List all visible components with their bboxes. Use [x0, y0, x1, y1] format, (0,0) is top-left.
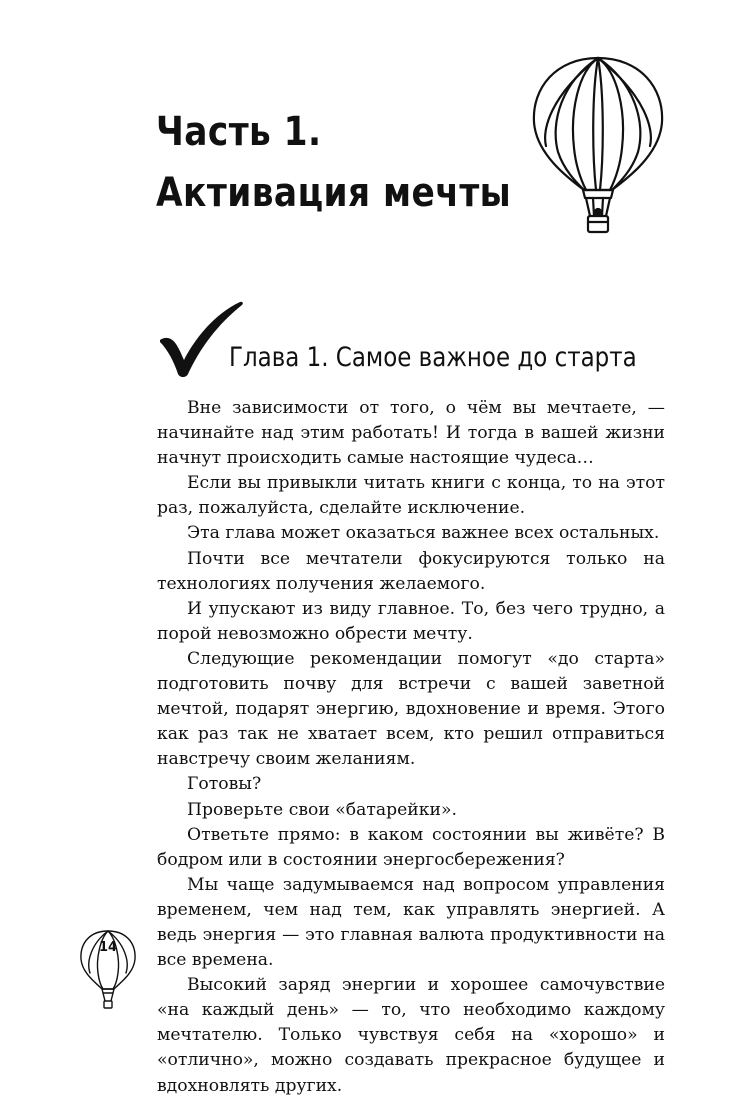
page-number: 14 — [98, 940, 118, 955]
part-title — [156, 102, 511, 224]
paragraph: Мы чаще задумываемся над вопросом управления временем, чем над тем, как управлять энергией. А ведь энергия — это главная валюта продуктивности на все времена. — [157, 874, 665, 971]
hot-air-balloon-icon — [528, 52, 668, 242]
paragraph: Если вы привыкли читать книги с конца, то на этот раз, пожалуйста, сделайте исключение. — [157, 473, 665, 519]
paragraph: Ответьте прямо: в каком состоянии вы живёте? В бодром или в состоянии энергосбережения? — [157, 824, 665, 870]
paragraph: Вне зависимости от того, о чём вы мечтаете, — начинайте над этим работать! И тогда в вашей жизни начнут происходить самые настоящие чудеса… — [157, 398, 665, 469]
chapter-title: Глава 1. Самое важное до старта — [229, 342, 637, 373]
paragraph: Проверьте свои «батарейки». — [187, 799, 457, 820]
paragraph: Эта глава может оказаться важнее всех остальных. — [187, 523, 660, 544]
paragraph: Почти все мечтатели фокусируются только на технологиях получения желаемого. — [157, 548, 665, 594]
paragraph: Следующие рекомендации помогут «до старта» подготовить почву для встречи с вашей заветной мечтой, подарят энергию, вдохновение и время. Этого как раз так не хватает всем, кто решил отправиться навстречу своим желаниям. — [157, 648, 665, 770]
part-number: Часть 1. — [156, 109, 322, 155]
paragraph: Высокий заряд энергии и хорошее самочувствие «на каждый день» — то, что необходимо каждому мечтателю. Только чувствуя себя на «хорошо» и «отлично», можно создавать прекрасное будущее и вдохновлять других. — [157, 975, 665, 1096]
part-name: Активация мечты — [156, 170, 512, 216]
paragraph: И упускают из виду главное. То, без чего трудно, а порой невозможно обрести мечту. — [157, 598, 665, 644]
body-text — [157, 396, 665, 1099]
paragraph: Готовы? — [187, 774, 262, 795]
